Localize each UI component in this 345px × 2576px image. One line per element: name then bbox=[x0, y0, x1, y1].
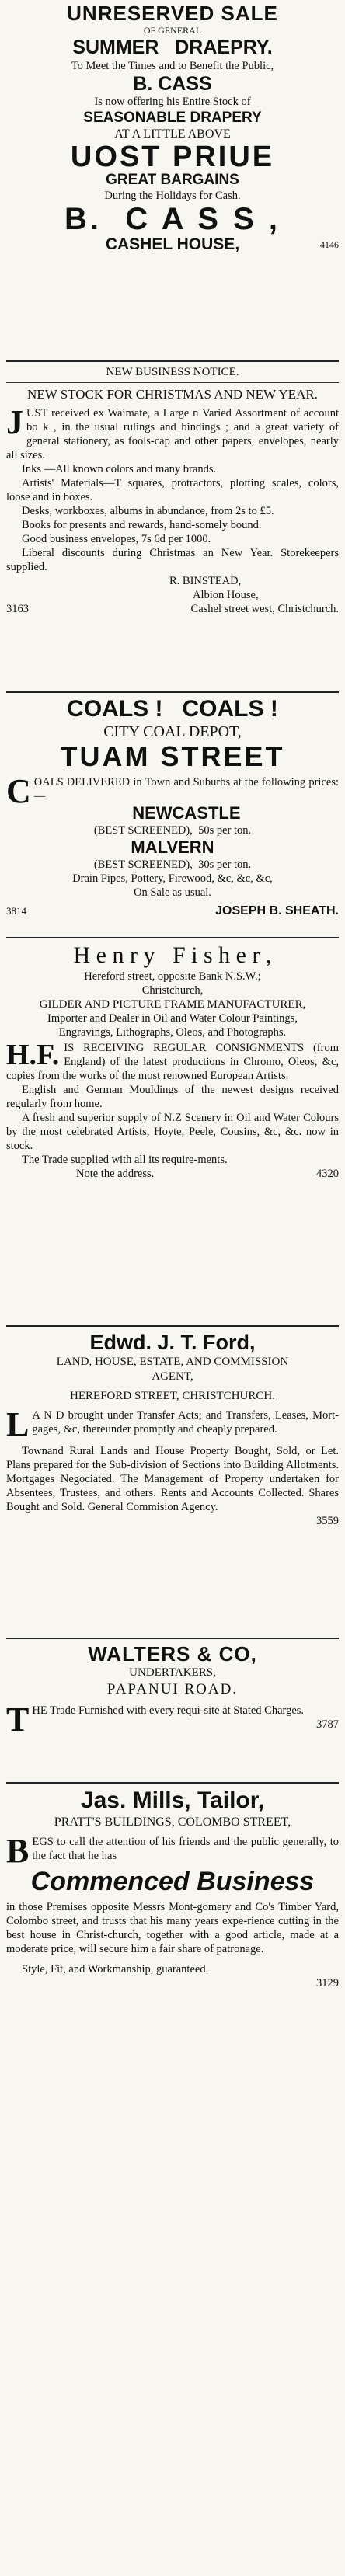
advertisement-fisher bbox=[6, 942, 339, 1181]
ad-text: On Sale as usual. bbox=[134, 886, 211, 899]
advertisement-ford bbox=[6, 1330, 339, 1528]
ad-paragraph: Desks, workboxes, albums in abundance, from 2s to £5. bbox=[22, 505, 274, 517]
ad-proprietor: JOSEPH B. SHEATH. bbox=[215, 904, 339, 917]
ad-text: Is now offering his Entire Stock of bbox=[94, 96, 251, 108]
ad-headline: COALS ! COALS ! bbox=[67, 696, 278, 722]
ad-paragraph: A N D brought under Transfer Acts; and Transfers, Leases, Mort-gages, &c, thereunder promptly and cheaply prepared. bbox=[32, 1409, 339, 1436]
ad-paragraph: IS RECEIVING REGULAR CONSIGNMENTS (from England) of the latest productions in Chromo, Oleos, &c, copies from the works of the most renowned European Artists. bbox=[6, 1042, 339, 1082]
ad-paragraph: Inks —All known colors and many brands. bbox=[22, 463, 217, 475]
ad-body bbox=[6, 1900, 339, 1976]
ad-text: Importer and Dealer in Oil and Water Colour Paintings, bbox=[47, 1012, 298, 1025]
drop-cap: L bbox=[6, 1405, 30, 1443]
column-rule bbox=[6, 360, 339, 362]
ad-buildings: PRATT'S BUILDINGS, COLOMBO STREET, bbox=[54, 1815, 291, 1829]
column-rule bbox=[6, 1782, 339, 1784]
ad-road: PAPANUI ROAD. bbox=[106, 1681, 239, 1697]
drop-cap: C bbox=[6, 772, 31, 810]
ad-body bbox=[6, 403, 339, 574]
ad-commenced-headline: Commenced Business bbox=[30, 1867, 315, 1896]
ad-number: 3163 bbox=[6, 603, 29, 615]
ad-number: 3559 bbox=[316, 1515, 339, 1527]
ad-name: Jas. Mills, Tailor, bbox=[80, 1788, 265, 1813]
ad-number: 3129 bbox=[316, 1977, 339, 1989]
advertisement-coals bbox=[6, 696, 339, 918]
ad-trade: GILDER AND PICTURE FRAME MANUFACTURER, bbox=[39, 998, 306, 1011]
ad-paragraph: Townand Rural Lands and House Property Bought, Sold, or Let. Plans prepared for the Sub-division of Sections into Building Allotments. Mortgages Negociated. The Management of Property undertaken for Absentees, Trustees, and others. Rents and Accounts Collected. Shares Bought and Sold. General Commision Agency. bbox=[6, 1445, 339, 1513]
ad-depot: CITY COAL DEPOT, bbox=[103, 723, 242, 740]
ad-street: TUAM STREET bbox=[60, 740, 285, 772]
drop-initials: H.F. bbox=[6, 1039, 60, 1071]
ad-body bbox=[6, 1832, 339, 1870]
advertisement-mills bbox=[6, 1787, 339, 1990]
ad-street: HEREFORD STREET, CHRISTCHURCH. bbox=[70, 1390, 275, 1402]
ad-paragraph: OALS DELIVERED in Town and Suburbs at the following prices:— bbox=[33, 776, 339, 802]
column-rule bbox=[6, 691, 339, 693]
ad-paragraph: Liberal discounts during Christmas an New Year. Storekeepers supplied. bbox=[6, 547, 339, 573]
ad-trade: UNDERTAKERS, bbox=[129, 1666, 216, 1679]
ad-agent: LAND, HOUSE, ESTATE, AND COMMISSION AGENT, bbox=[56, 1356, 289, 1383]
ad-paragraph: in those Premises opposite Messrs Mont-gomery and Co's Timber Yard, Colombo street, and trusts that his many years expe-rience cutting in the best house in Christ-church, together with a good article, made at a moderate price, will secure him a fair share of patronage. bbox=[6, 1901, 339, 1955]
ad-number: 4320 bbox=[316, 1168, 339, 1180]
ad-text: Drain Pipes, Pottery, Firewood, &c, &c, &c, bbox=[72, 872, 273, 885]
drop-cap: B bbox=[6, 1832, 30, 1870]
ad-paragraph: Books for presents and rewards, hand-somely bound. bbox=[22, 519, 262, 531]
ad-text: AT A LITTLE ABOVE bbox=[114, 127, 231, 141]
ad-text: Engravings, Lithographs, Oleos, and Photographs. bbox=[58, 1026, 287, 1039]
ad-note: Note the address. bbox=[76, 1168, 155, 1180]
ad-subline: OF GENERAL bbox=[143, 25, 202, 36]
advertisement-walters bbox=[6, 1642, 339, 1739]
ad-headline: UNRESERVED SALE bbox=[67, 2, 278, 25]
ad-body bbox=[6, 1405, 339, 1514]
ad-number: 3814 bbox=[6, 905, 26, 917]
ad-text: To Meet the Times and to Benefit the Public, bbox=[71, 60, 274, 72]
ad-paragraph: Style, Fit, and Workmanship, guaranteed. bbox=[22, 1963, 209, 1976]
ad-paragraph: Artists' Materials—T squares, protractors, plotting scales, colors, loose and in boxes. bbox=[6, 477, 339, 503]
ad-body bbox=[6, 772, 339, 810]
ad-name: Edwd. J. T. Ford, bbox=[89, 1331, 256, 1354]
ad-paragraph: UST received ex Waimate, a Large n Varied Assortment of account bo k , in the usual rulings and bindings ; and a great variety of general stationery, as fools-cap and other papers, envelopes, nearly all sizes. bbox=[6, 407, 339, 461]
ad-number: 3787 bbox=[316, 1718, 339, 1731]
ad-paragraph: English and German Mouldings of the newest designs received regularly from home. bbox=[6, 1084, 339, 1110]
coal-price: (BEST SCREENED), 30s per ton. bbox=[93, 858, 252, 871]
ad-paragraph: HE Trade Furnished with every requi-site at Stated Charges. bbox=[32, 1704, 305, 1717]
ad-paragraph: A fresh and superior supply of N.Z Scenery in Oil and Water Colours by the most celebrated Artists, Hoyte, Peele, Cousins, &c, &c. now in stock. bbox=[6, 1112, 339, 1152]
ad-text: SEASONABLE DRAPERY bbox=[83, 110, 262, 126]
ad-paragraph: The Trade supplied with all its require-ments. bbox=[22, 1154, 228, 1166]
ad-name: B. CASS bbox=[133, 73, 212, 95]
ad-city: Christchurch, bbox=[141, 984, 204, 997]
ad-body bbox=[6, 1041, 339, 1167]
ad-subheadline: SUMMER DRAEPRY. bbox=[72, 37, 273, 58]
ad-address: Cashel street west, Christchurch. bbox=[190, 603, 339, 615]
ad-proprietor: R. BINSTEAD, bbox=[169, 575, 242, 587]
ad-price-headline: UOST PRIUE bbox=[70, 141, 275, 173]
coal-type: NEWCASTLE bbox=[132, 803, 241, 823]
ad-name: WALTERS & CO, bbox=[88, 1642, 257, 1666]
ad-headline: NEW STOCK FOR CHRISTMAS AND NEW YEAR. bbox=[27, 387, 318, 402]
ad-text: GREAT BARGAINS bbox=[106, 172, 239, 188]
coal-type: MALVERN bbox=[131, 837, 214, 857]
advertisement-cass bbox=[6, 2, 339, 254]
column-rule bbox=[6, 1325, 339, 1327]
ad-notice: NEW BUSINESS NOTICE. bbox=[106, 366, 239, 378]
ad-house: Albion House, bbox=[193, 589, 259, 601]
ad-paragraph: EGS to call the attention of his friends and the public generally, to the fact that he has bbox=[32, 1836, 339, 1862]
advertisement-binstead bbox=[6, 365, 339, 616]
drop-cap: J bbox=[6, 403, 23, 441]
column-rule bbox=[6, 1638, 339, 1639]
ad-paragraph: Good business envelopes, 7s 6d per 1000. bbox=[22, 533, 211, 545]
ad-text: During the Holidays for Cash. bbox=[104, 190, 241, 202]
ad-address: Hereford street, opposite Bank N.S.W.; bbox=[84, 970, 261, 983]
ad-house: CASHEL HOUSE, bbox=[105, 235, 240, 253]
column-rule bbox=[6, 937, 339, 938]
ad-big-name: B. C A S S , bbox=[64, 202, 281, 236]
ad-number: 4146 bbox=[320, 238, 339, 250]
drop-cap: T bbox=[6, 1701, 30, 1739]
ad-name: H e n r y F i s h e r , bbox=[73, 942, 272, 968]
coal-price: (BEST SCREENED), 50s per ton. bbox=[93, 824, 252, 837]
